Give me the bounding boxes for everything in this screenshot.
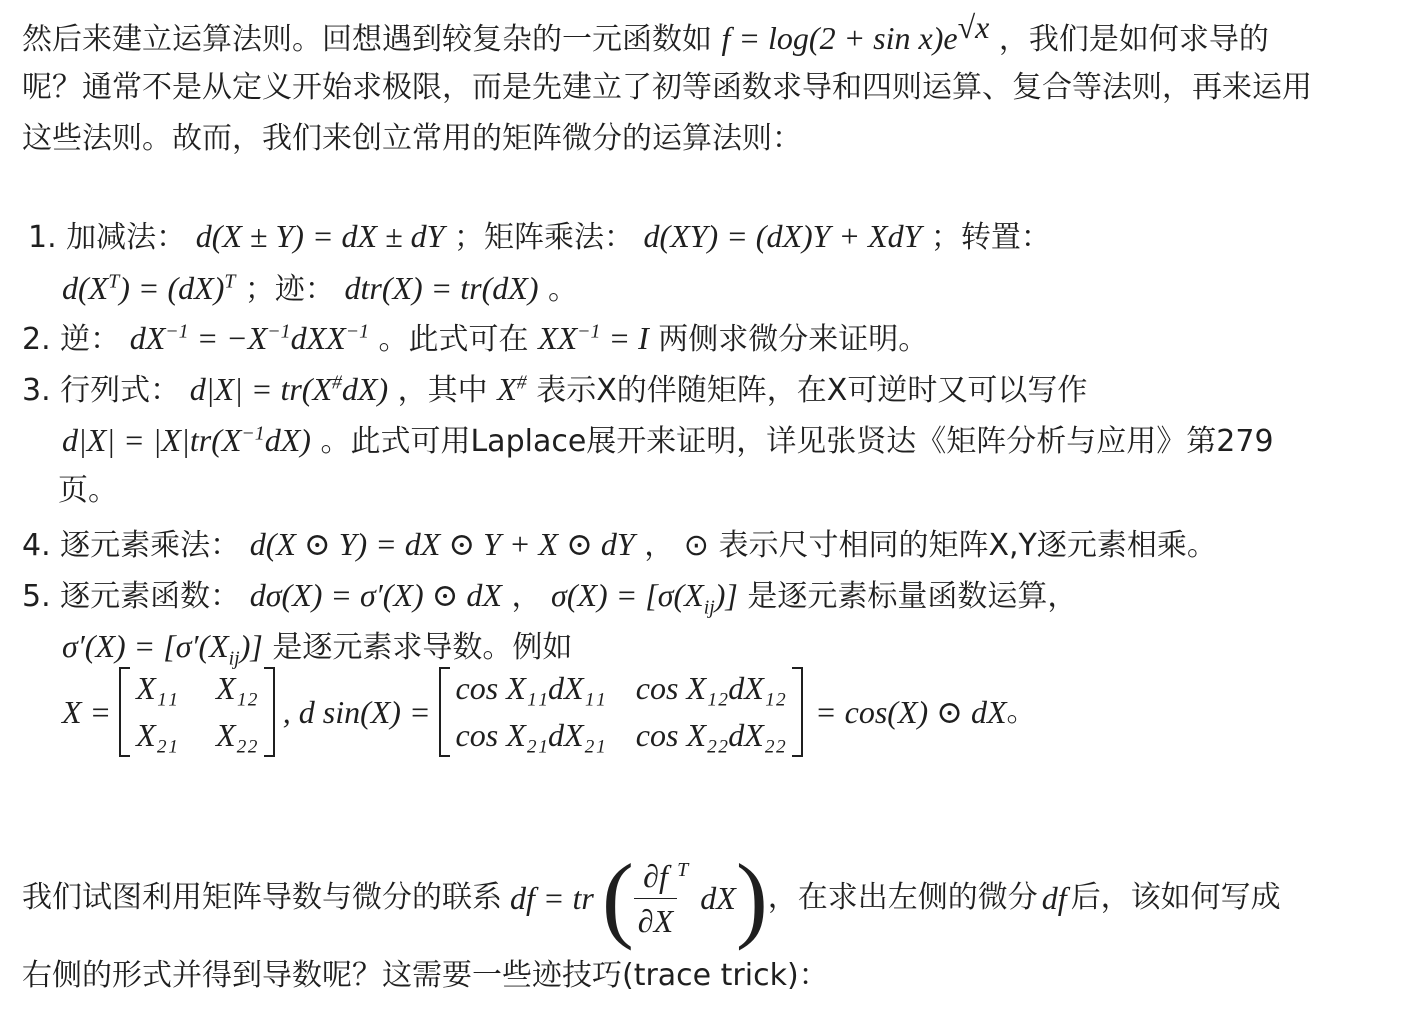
- rule-number: 5.: [22, 579, 51, 614]
- dsin-label: , d sin(X) =: [282, 694, 431, 730]
- formula-determinant: d|X| = tr(X#dX): [189, 371, 389, 407]
- intro-line-1: [22, 9, 1269, 57]
- rule-text: 表示X的伴随矩阵，在X可逆时又可以写作: [536, 373, 1088, 408]
- formula-df: df = tr: [510, 880, 594, 916]
- rule-2: [22, 322, 928, 355]
- rule-text: 是逐元素标量函数运算，: [747, 579, 1078, 614]
- matrix-cell: cos X₁₁dX₁₁: [455, 669, 606, 706]
- rule-text: 两侧求微分来证明。: [658, 322, 929, 357]
- derivative-fraction: [634, 857, 677, 939]
- rule-separator: ；矩阵乘法：: [453, 220, 634, 255]
- formula-inverse: $dX^{-1} = -X^{-1}dXX^{-1}$: [129, 320, 369, 356]
- intro-text-tail: ，我们是如何求导的: [998, 22, 1269, 57]
- formula-dX: dX: [700, 880, 736, 916]
- trace-intro: 我们试图利用矩阵导数与微分的联系 df = tr ( $\frac{\partial f}{\partial X}$ $^T$ dX ) ，在求出左侧的微分 df 后，该如何写成: [22, 844, 1281, 951]
- matrix-cell: X₁₂: [215, 669, 258, 706]
- rule-text: ，其中: [397, 373, 488, 408]
- rule-number: 3.: [22, 373, 51, 408]
- rule-label: 逆：: [60, 322, 121, 357]
- formula-transpose: $d(X^T) = (dX)^T$: [62, 270, 236, 306]
- frac-numerator: ∂f: [634, 860, 677, 899]
- intro-text: 然后来建立运算法则。回想遇到较复杂的一元函数如: [22, 22, 712, 57]
- trace-text: 后，该如何写成: [1070, 880, 1281, 915]
- left-paren: (: [601, 844, 634, 951]
- rule-number: 2.: [22, 322, 51, 357]
- example-function-formula: f = log(2 + sin x)e: [721, 20, 958, 56]
- matrix-cell: X₁₁: [136, 669, 178, 706]
- rule-label: 逐元素乘法：: [60, 528, 241, 563]
- frac-denominator: ∂X: [637, 902, 674, 939]
- trace-text: 我们试图利用矩阵导数与微分的联系: [22, 880, 502, 915]
- matrix-cell: X₂₁: [136, 717, 178, 753]
- formula-df: df: [1041, 880, 1067, 916]
- trace-last-line: 右侧的形式并得到导数呢？这需要一些迹技巧(trace trick)：: [22, 958, 829, 993]
- adjugate-symbol: X#: [497, 371, 527, 407]
- formula-trace: dtr(X) = tr(dX): [344, 270, 539, 306]
- rule-separator: ；迹：: [244, 272, 335, 307]
- cos-result: = cos(X) ⊙ dX: [815, 694, 1007, 730]
- rule-3-end: 页。: [58, 473, 118, 508]
- rule-number: 4.: [22, 528, 51, 563]
- rule-text: 是逐元素求导数。例如: [272, 630, 573, 665]
- rule-4: [22, 528, 1217, 561]
- comma: ，: [511, 579, 542, 614]
- formula-determinant-inverse: $d|X| = |X|tr(X^{-1}dX)$: [62, 422, 311, 458]
- rule-label: 逐元素函数：: [60, 579, 241, 614]
- rule-1: [28, 220, 1051, 253]
- rule-5: [22, 577, 1078, 619]
- matrix-cell: cos X₂₁dX₂₁: [455, 717, 606, 753]
- rule-text: 。此式可用Laplace展开来证明，详见张贤达《矩阵分析与应用》第279: [320, 424, 1274, 459]
- formula-sigma-prime-def: $\sigma'(X) = [\sigma'(X_{ij})]$: [62, 628, 263, 670]
- formula-add-sub: d(X ± Y) = dX ± dY: [195, 218, 445, 254]
- rule-label: 行列式：: [60, 373, 181, 408]
- matrix-cell: cos X₂₂dX₂₂: [635, 717, 787, 753]
- matrix-dsin: [439, 667, 804, 757]
- matrix-cell: X₂₂: [215, 717, 258, 753]
- formula-elementwise: dσ(X) = σ′(X) ⊙ dX: [249, 577, 502, 613]
- rule-3-cont: [62, 424, 1274, 457]
- period: 。: [548, 272, 579, 307]
- formula-identity: $XX^{-1} = I$: [538, 320, 649, 356]
- matrix-example: [62, 669, 1037, 753]
- matrix-X-label: X =: [62, 694, 112, 730]
- intro-line-3: 这些法则。故而，我们来创立常用的矩阵微分的运算法则：: [22, 121, 802, 156]
- rule-text: 。此式可在: [378, 322, 529, 357]
- rule-number: 1.: [28, 220, 57, 255]
- formula-matrix-product: d(XY) = (dX)Y + XdY: [643, 218, 922, 254]
- rule-separator: ；转置：: [930, 220, 1051, 255]
- intro-line-2: 呢？通常不是从定义开始求极限，而是先建立了初等函数求导和四则运算、复合等法则，再来运用: [22, 70, 1312, 105]
- exponent-sqrt-x: √x: [957, 9, 990, 45]
- matrix-cell: cos X₁₂dX₁₂: [635, 669, 787, 706]
- right-paren: ): [735, 844, 768, 951]
- rule-label: 加减法：: [66, 220, 187, 255]
- period: 。: [1006, 694, 1037, 729]
- trace-text: ，在求出左侧的微分: [767, 880, 1038, 915]
- rule-1-cont: [62, 272, 578, 305]
- formula-sigma-def: $\sigma(X) = [\sigma(X_{ij})]$: [551, 577, 738, 619]
- rule-3: [22, 373, 1087, 406]
- formula-hadamard: d(X ⊙ Y) = dX ⊙ Y + X ⊙ dY: [249, 526, 635, 562]
- rule-text: ， ⊙ 表示尺寸相同的矩阵X,Y逐元素相乘。: [644, 528, 1217, 563]
- matrix-X: [119, 667, 275, 757]
- rule-5-cont: [62, 628, 573, 670]
